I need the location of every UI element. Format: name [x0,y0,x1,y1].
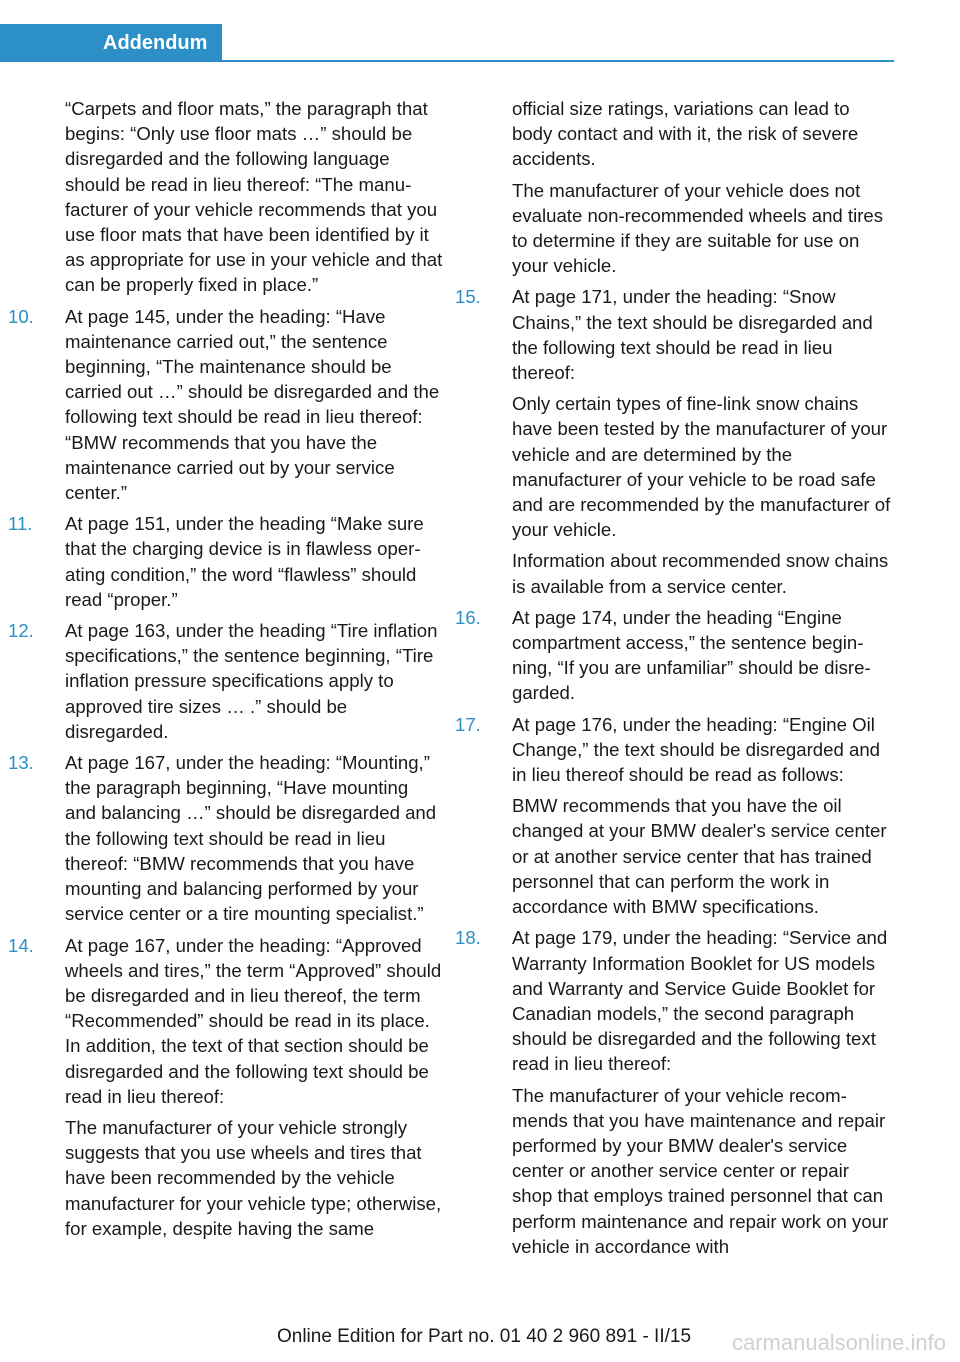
item-number: 11. [8,513,33,535]
left-item-list [8,304,444,1241]
item-number: 18. [455,927,481,949]
list-item [455,284,891,598]
section-title: Addendum [103,32,208,54]
edition-text: Online Edition for Part no. 01 40 2 960 891 - II/15 [276,1326,692,1347]
item-number: 13. [8,752,34,774]
item-paragraph: Only certain types of fine-link snow chains have been tested by the manufacturer of your vehicle and are determined by the manufacturer of your vehicle to be road safe and are recommended by the manufacturer of your vehicle. [512,393,891,541]
item-paragraph: The manufacturer of your vehicle strongly suggests that you use wheels and tires that have been recommended by the vehicle manufacturer for your vehicle type; otherwise, for example, despite having the same [65,1116,442,1239]
item-paragraph: BMW recommends that you have the oil changed at your BMW dealer's service center or at another service center that has trained personnel that can perform the work in accordance with BMW specifications. [512,795,887,918]
item-number: 14. [8,934,34,956]
item-number: 15. [455,286,481,308]
left-column [8,96,444,1247]
right-lead-paragraph: The manufacturer of your vehicle does not evaluate non-recommended wheels and tires to determine if they are suitable for use on your vehicle. [512,179,884,277]
item-paragraph: Information about recommended snow chains is available from a service center. [512,550,889,597]
item-number: 17. [455,713,481,735]
list-item [455,712,891,920]
watermark: carmanualsonline.info [731,1330,946,1355]
item-paragraph: At page 167, under the heading: “Mounting,” the paragraph beginning, “Have mounting and balancing …” should be disregarded and the following text should be read in lieu thereof: “BMW recommends that you have mounting and balancing performed by your service center or a tire mounting specialist.” [65,752,437,925]
right-column [455,96,891,1265]
left-lead-paragraph: “Carpets and floor mats,” the paragraph that begins: “Only use floor mats …” should be disregarded and the following language should be read in lieu thereof: “The manufacturer of your vehicle recommends that you use floor mats that have been identified by it as appropriate for use in your vehicle and that can be properly fixed in place.” [65,98,443,296]
list-item [455,925,891,1259]
item-paragraph: At page 171, under the heading: “Snow Chains,” the text should be disregarded and the following text should be read in lieu thereof: [512,286,873,384]
item-paragraph: At page 179, under the heading: “Service and Warranty Information Booklet for US models and Warranty and Service Guide Booklet for Canadian models,” the second paragraph should be disregarded and the following text read in lieu thereof: [512,927,888,1075]
list-item [455,605,891,706]
list-item [8,304,444,506]
list-item [8,618,444,744]
right-lead-block [503,96,891,278]
item-paragraph: The manufacturer of your vehicle recommends that you have maintenance and repair performed by your BMW dealer's service center or another service center or repair shop that employs trained personnel that can perform maintenance and repair work on your vehicle in accordance with [512,1084,889,1257]
list-item [8,511,444,612]
list-item [8,750,444,926]
item-paragraph: At page 176, under the heading: “Engine Oil Change,” the text should be disregarded and in lieu thereof should be read as follows: [512,713,880,786]
item-number: 10. [8,305,34,327]
section-header-tab [0,24,222,62]
right-lead-paragraph: official size ratings, variations can lead to body contact and with it, the risk of severe accidents. [512,98,859,170]
item-paragraph: At page 145, under the heading: “Have maintenance carried out,” the sentence beginning, “The maintenance should be carried out …” should be disregarded and the following text should be read in lieu thereof: “BMW recommends that you have the maintenance carried out by your service center.” [65,305,440,504]
list-item [8,933,444,1241]
item-paragraph: At page 174, under the heading “Engine compartment access,” the sentence beginning, “If you are unfamiliar” should be disregarded. [512,606,871,704]
item-number: 12. [8,620,34,642]
item-paragraph: At page 163, under the heading “Tire inflation specifications,” the sentence beginning, “Tire inflation pressure specifications apply to approved tire sizes … .” should be disregarded. [65,620,438,742]
right-item-list [455,284,891,1259]
item-paragraph: At page 167, under the heading: “Approved wheels and tires,” the term “Approved” should be disregarded and in lieu thereof, the term “Recommended” should be read in its place. In addition, the text of that section should be disregarded and the following text should be read in lieu thereof: [65,934,442,1107]
header-rule [222,60,894,62]
item-number: 16. [455,606,481,628]
item-paragraph: At page 151, under the heading “Make sure that the charging device is in flawless operating condition,” the word “flawless” should read “proper.” [65,513,424,610]
